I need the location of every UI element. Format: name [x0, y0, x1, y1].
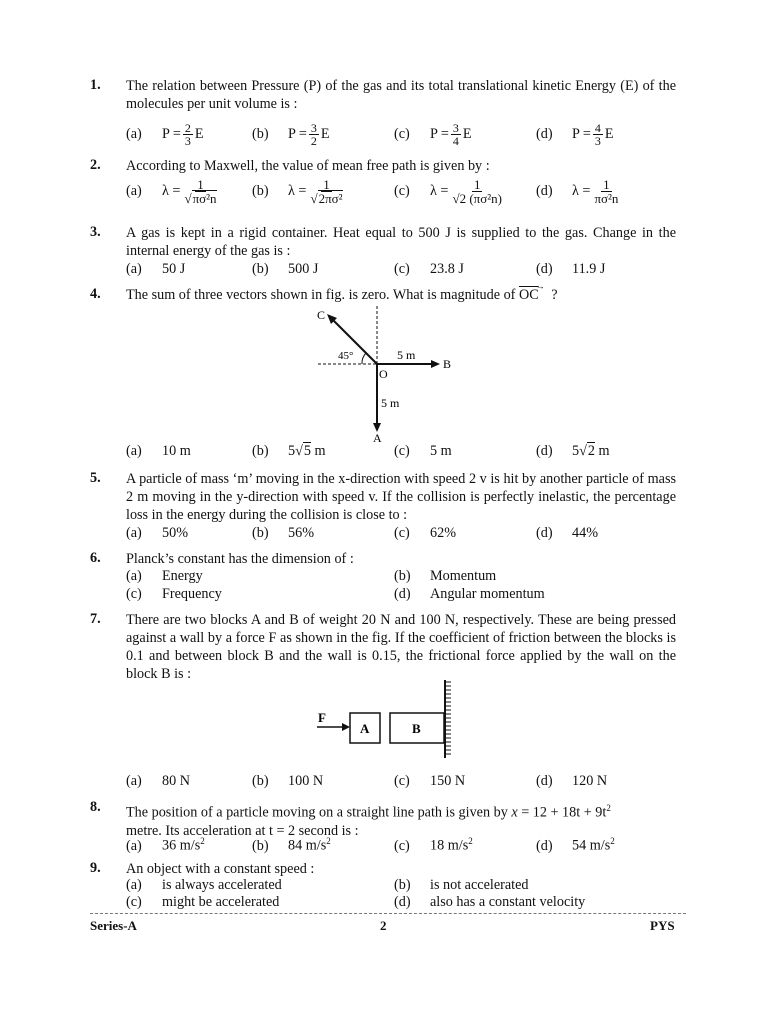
oa-length: 5 m — [381, 396, 400, 410]
option-a: (a) P = $\frac{2}{3}$ E — [126, 121, 204, 148]
option-b: (b) P = $\frac{3}{2}$ E — [252, 121, 330, 148]
option-a: (a) 36 $m/s^2$ — [126, 836, 205, 854]
option-d: (d) 5√2 m — [536, 443, 610, 459]
question-number: 6. — [90, 550, 101, 566]
label-c: C — [317, 308, 326, 322]
option-a: (a) λ = $\frac{1}{\text{√πσ²n}}$ — [126, 177, 217, 206]
option-a: (a) is always accelerated — [126, 877, 282, 893]
option-b: (b) 5√5 m — [252, 443, 326, 459]
option-d: (d) λ = $\frac{1}{\text{πσ²n}}$ — [536, 177, 619, 206]
footer-series: Series-A — [90, 918, 137, 933]
option-b: (b) 100 N — [252, 773, 324, 789]
option-d: (d) 54 $m/s^2$ — [536, 836, 615, 854]
label-b: B — [443, 357, 452, 371]
option-d: (d) 120 N — [536, 773, 608, 789]
option-d: (d) 11.9 J — [536, 261, 606, 277]
question-text: The sum of three vectors shown in fig. is zero. What is magnitude of $\overline{OC}^\to$ ? — [126, 281, 558, 303]
question-text: A gas is kept in a rigid container. Heat equal to 500 J is supplied to the gas. Change in the internal energy of the gas is : — [126, 225, 676, 259]
question-number: 5. — [90, 470, 101, 486]
question-number: 8. — [90, 799, 101, 815]
option-c: (c) 23.8 J — [394, 261, 464, 277]
page-number: 2 — [380, 918, 387, 933]
label-a: A — [360, 721, 370, 736]
footer-divider — [90, 913, 686, 914]
option-c: (c) might be accelerated — [126, 894, 280, 910]
option-c: (c) 150 N — [394, 773, 466, 789]
option-b: (b) 500 J — [252, 261, 319, 277]
question-number: 2. — [90, 157, 101, 173]
label-a: A — [373, 431, 382, 445]
question-text: The position of a particle moving on a straight line path is given by $x = 12 + 18t + 9t^2$ metre. Its acceleration at t = 2 second is : — [126, 803, 611, 839]
option-b: (b) λ = $\frac{1}{\text{√2πσ²}}$ — [252, 177, 343, 206]
vector-oc: $\overline{OC}$ — [518, 287, 539, 303]
question-text: An object with a constant speed : — [126, 861, 315, 877]
option-c: (c) 5 m — [394, 443, 452, 459]
question-number: 9. — [90, 860, 101, 876]
question-number: 3. — [90, 224, 101, 240]
question-text: The relation between Pressure (P) of the gas and its total translational kinetic Energy (E) of the molecules per unit volume is : — [126, 78, 676, 112]
option-d: (d) Angular momentum — [394, 586, 545, 602]
option-b: (b) Momentum — [394, 568, 497, 584]
angle-label: 45° — [338, 350, 354, 362]
vector-figure — [300, 304, 480, 446]
option-a: (a) 50% — [126, 525, 189, 541]
question-number: 1. — [90, 77, 101, 93]
option-c: (c) λ = $\frac{1}{\text{√2 (πσ²n)}}$ — [394, 177, 502, 206]
option-a: (a) Energy — [126, 568, 203, 584]
label-b: B — [412, 721, 421, 736]
label-force: F — [318, 710, 326, 725]
ob-length: 5 m — [397, 348, 416, 362]
option-c: (c) 18 $m/s^2$ — [394, 836, 473, 854]
question-number: 7. — [90, 611, 101, 627]
question-text: There are two blocks A and B of weight 20 N and 100 N, respectively. These are being pressed against a wall by a force F as shown in the fig. If the coefficient of friction between the blocks is 0.1 and between block B and the wall is 0.15, the frictional force applied by the wall on the block B is : — [126, 612, 676, 682]
question-number: 4. — [90, 286, 101, 302]
question-text: A particle of mass ‘m’ moving in the x-direction with speed 2 v is hit by another particle of mass 2 m moving in the y-direction with speed v. If the collision is perfectly inelastic, the percentage loss in the energy during the collision is close to : — [126, 471, 676, 523]
blocks-figure — [312, 678, 462, 764]
option-b: (b) 56% — [252, 525, 315, 541]
option-c: (c) Frequency — [126, 586, 222, 602]
option-c: (c) 62% — [394, 525, 457, 541]
option-d: (d) 44% — [536, 525, 599, 541]
option-b: (b) is not accelerated — [394, 877, 529, 893]
option-d: (d) also has a constant velocity — [394, 894, 586, 910]
option-c: (c) P = $\frac{3}{4}$ E — [394, 121, 472, 148]
option-a: (a) 10 m — [126, 443, 191, 459]
option-a: (a) 80 N — [126, 773, 190, 789]
footer-code: PYS — [650, 918, 675, 933]
option-b: (b) 84 $m/s^2$ — [252, 836, 331, 854]
question-text: Planck’s constant has the dimension of : — [126, 551, 354, 567]
option-a: (a) 50 J — [126, 261, 186, 277]
option-d: (d) P = $\frac{4}{3}$ E — [536, 121, 614, 148]
label-o: O — [379, 367, 388, 381]
question-text: According to Maxwell, the value of mean free path is given by : — [126, 158, 490, 174]
